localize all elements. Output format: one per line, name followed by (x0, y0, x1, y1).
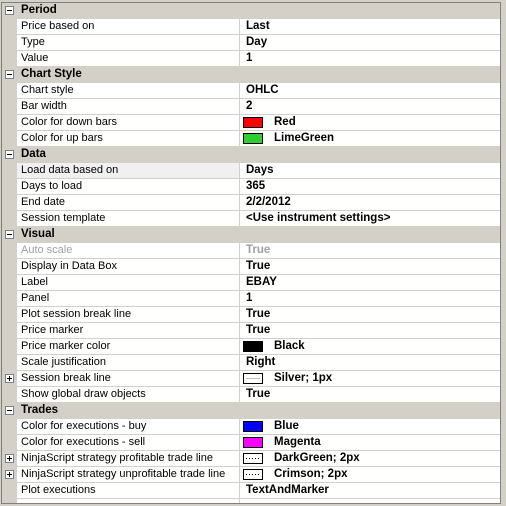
color-swatch[interactable] (243, 341, 263, 352)
property-value[interactable]: 2 (246, 100, 253, 112)
property-value[interactable]: Days (246, 164, 274, 176)
property-value[interactable]: Right (246, 356, 276, 368)
property-name: Price based on (21, 20, 95, 32)
category-title: Chart Style (21, 68, 82, 80)
property-name: Color for executions - sell (21, 436, 146, 448)
property-row-end-date[interactable] (2, 195, 500, 211)
property-value[interactable]: Blue (274, 420, 299, 432)
property-name: Color for down bars (21, 116, 117, 128)
property-name: Display in Data Box (21, 260, 117, 272)
property-value[interactable]: DarkGreen; 2px (274, 452, 360, 464)
category-chart-style[interactable] (2, 67, 500, 83)
collapse-icon[interactable] (5, 70, 14, 79)
property-row-auto-scale (2, 243, 500, 259)
property-row-color-down-bars[interactable] (2, 115, 500, 131)
property-name: Type (21, 36, 45, 48)
property-name: Panel (21, 292, 50, 304)
property-name: Scale justification (21, 356, 106, 368)
expand-icon[interactable] (5, 470, 14, 479)
property-row-label[interactable] (2, 275, 500, 291)
property-row-type[interactable] (2, 35, 500, 51)
property-row-color-executions-sell[interactable] (2, 435, 500, 451)
property-value[interactable]: TextAndMarker (246, 484, 329, 496)
property-name: Price marker color (21, 340, 111, 352)
property-row-session-break-line[interactable] (2, 371, 500, 387)
property-row-show-global-draw-objects[interactable] (2, 387, 500, 403)
property-value[interactable]: 1 (246, 292, 253, 304)
property-value[interactable]: 2/2/2012 (246, 196, 291, 208)
property-row-session-template[interactable] (2, 211, 500, 227)
property-name: Value (21, 52, 49, 64)
property-row-plot-session-break-line[interactable] (2, 307, 500, 323)
property-name: Color for up bars (21, 132, 103, 144)
property-name: Session break line (21, 372, 111, 384)
expand-icon[interactable] (5, 374, 14, 383)
property-row-price-marker[interactable] (2, 323, 500, 339)
property-row-bar-width[interactable] (2, 99, 500, 115)
property-value[interactable]: Crimson; 2px (274, 468, 348, 480)
property-row-price-based-on[interactable] (2, 19, 500, 35)
property-row-color-up-bars[interactable] (2, 131, 500, 147)
category-title: Period (21, 4, 57, 16)
category-period[interactable] (2, 3, 500, 19)
collapse-icon[interactable] (5, 406, 14, 415)
property-row-panel[interactable] (2, 291, 500, 307)
property-value: True (246, 244, 271, 256)
property-row-color-executions-buy[interactable] (2, 419, 500, 435)
color-swatch[interactable] (243, 117, 263, 128)
property-value[interactable]: Red (274, 116, 296, 128)
property-value[interactable]: True (246, 260, 271, 272)
property-row-unprofitable-trade-line[interactable] (2, 467, 500, 483)
collapse-icon[interactable] (5, 6, 14, 15)
property-name: NinjaScript strategy profitable trade line (21, 452, 213, 464)
property-name: Plot executions (21, 484, 96, 496)
property-name: Plot session break line (21, 308, 132, 320)
property-name: Chart style (21, 84, 74, 96)
property-row-days-to-load[interactable] (2, 179, 500, 195)
property-grid (1, 2, 501, 504)
color-swatch[interactable] (243, 133, 263, 144)
property-value[interactable]: Last (246, 20, 270, 32)
property-row-scale-justification[interactable] (2, 355, 500, 371)
property-name: Days to load (21, 180, 83, 192)
property-name: Price marker (21, 324, 84, 336)
property-name: Load data based on (21, 164, 119, 176)
color-swatch[interactable] (243, 421, 263, 432)
property-value[interactable]: OHLC (246, 84, 279, 96)
property-name: NinjaScript strategy unprofitable trade line (21, 468, 226, 480)
property-value[interactable]: Black (274, 340, 305, 352)
collapse-icon[interactable] (5, 230, 14, 239)
category-title: Visual (21, 228, 55, 240)
property-row-display-in-data-box[interactable] (2, 259, 500, 275)
line-style-swatch[interactable] (243, 469, 263, 480)
line-style-swatch[interactable] (243, 453, 263, 464)
property-value[interactable]: 365 (246, 180, 266, 192)
property-name: Auto scale (21, 244, 73, 256)
category-title: Data (21, 148, 46, 160)
category-title: Trades (21, 404, 59, 416)
property-value[interactable]: 1 (246, 52, 253, 64)
property-value[interactable]: True (246, 308, 271, 320)
property-value[interactable]: LimeGreen (274, 132, 335, 144)
property-name: Color for executions - buy (21, 420, 147, 432)
expand-icon[interactable] (5, 454, 14, 463)
collapse-icon[interactable] (5, 150, 14, 159)
property-value[interactable]: Day (246, 36, 268, 48)
property-value[interactable]: <Use instrument settings> (246, 212, 391, 224)
property-value[interactable]: EBAY (246, 276, 277, 288)
property-name: Session template (21, 212, 106, 224)
property-value[interactable]: Silver; 1px (274, 372, 333, 384)
property-value[interactable]: Magenta (274, 436, 321, 448)
property-name: End date (21, 196, 66, 208)
property-name: Label (21, 276, 48, 288)
category-visual[interactable] (2, 227, 500, 243)
property-value[interactable]: True (246, 324, 271, 336)
category-trades[interactable] (2, 403, 500, 419)
property-row-profitable-trade-line[interactable] (2, 451, 500, 467)
property-name: Bar width (21, 100, 67, 112)
property-value[interactable]: True (246, 388, 271, 400)
line-style-swatch[interactable] (243, 373, 263, 384)
property-row-load-data-based-on[interactable] (2, 163, 500, 179)
category-data[interactable] (2, 147, 500, 163)
property-row-price-marker-color[interactable] (2, 339, 500, 355)
property-row-plot-executions[interactable] (2, 483, 500, 499)
color-swatch[interactable] (243, 437, 263, 448)
property-row-value[interactable] (2, 51, 500, 67)
property-name: Show global draw objects (21, 388, 146, 400)
property-row-chart-style[interactable] (2, 83, 500, 99)
